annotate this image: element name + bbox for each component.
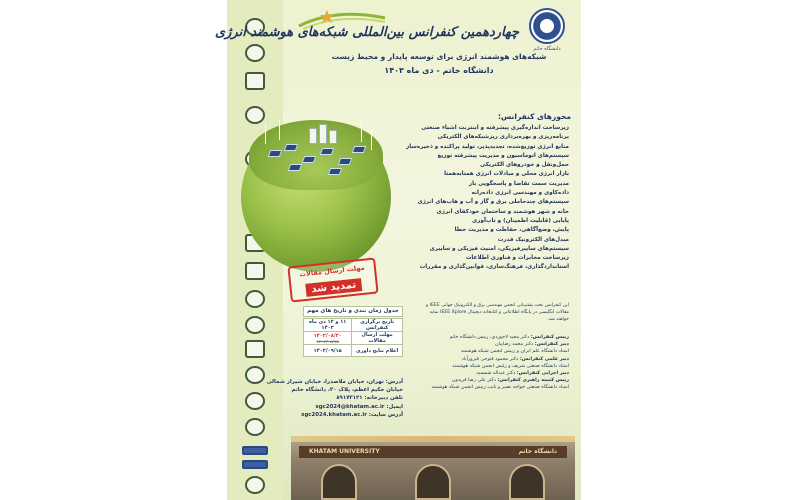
- date-value: ۱۱ و ۱۲ دی ماه ۱۴۰۳: [304, 319, 352, 332]
- table-row: [304, 319, 403, 332]
- list-item: سیستم‌های اتوماسیون و مدیریت پیشرفته توزیع: [437, 152, 569, 159]
- list-item: سیستم‌های چندحاملی برق و گاز و آب و هاب‌های انرژی: [417, 199, 569, 206]
- sponsor-logo-icon: [245, 290, 265, 308]
- ieee-logo-icon: [242, 460, 268, 469]
- date-label: مهلت ارسال مقالات: [352, 332, 403, 345]
- date-value-cell: [304, 332, 352, 345]
- ieee-indexing-note: این کنفرانس تحت پشتیبانی انجمن مهندسی برق و الکترونیک جهانی IEEE و مقالات انگلیسی در پایگاه اطلاعاتی و کتابخانه دیجیتال IEEE Xplore نمایه خواهند شد.: [426, 303, 569, 322]
- sponsor-logo-icon: [245, 106, 265, 124]
- list-item: سیستم‌های سایبرفیزیکی، امنیت فیزیکی و سایبری: [429, 245, 569, 252]
- list-item: رییس کمیته راهبری کنفرانس: دکتر علی رضا فریدون: [451, 378, 569, 384]
- list-item: پایایی (قابلیت اطمینان) و تاب‌آوری: [472, 217, 569, 224]
- contact-info: [266, 378, 403, 419]
- conference-poster: [214, 0, 581, 500]
- important-dates-table: [303, 318, 403, 357]
- list-item: مبدل‌های الکترونیک قدرت: [497, 236, 569, 243]
- list-item: استانداردگذاری، فرهنگ‌سازی، قوانین‌گذاری و مقررات: [419, 264, 569, 271]
- email-link[interactable]: ایمیل: sgc2024@khatam.ac.ir: [315, 403, 403, 410]
- conference-date: دانشگاه خاتم - دی ماه ۱۴۰۳: [384, 66, 494, 75]
- topics-list: [377, 124, 569, 273]
- list-item: دبیر اجرایی کنفرانس: دکتر عبداله شمسیه: [476, 371, 569, 377]
- old-date-value: ۱۴۰۳/۰۸/۱۵: [316, 338, 339, 344]
- sponsor-logo-icon: [245, 72, 265, 90]
- address-line: آدرس: تهران، خیابان ملاصدرا، خیابان شیراز شمالی: [266, 379, 403, 385]
- university-logo-icon: [529, 8, 565, 44]
- stamp-main-text: تمدید شد: [305, 278, 363, 297]
- list-item: رییس کنفرانس: دکتر مجید لاجوردی، رییس دانشگاه خاتم: [449, 335, 569, 340]
- stamp-label: مهلت ارسال مقالات: [299, 263, 365, 279]
- date-value: ۱۴۰۳/۰۸/۳۰: [313, 332, 342, 339]
- list-item: زیرساخت مخابرات و فناوری اطلاعات: [465, 255, 569, 262]
- building-sign-en: KHATAM UNIVERSITY: [309, 448, 380, 455]
- list-item: استاد دانشگاه صنعتی شریف و رئیس انجمن شبکه هوشمند: [452, 363, 569, 369]
- sponsor-logo-icon: [245, 476, 265, 494]
- list-item: استاد دانشگاه علم ایران و رییس انجمن شبکه هوشمند: [460, 349, 569, 355]
- list-item: دبیر علمی کنفرانس: دکتر محمود فتوحی فیروزآباد: [461, 356, 569, 362]
- sponsor-logo-icon: [245, 262, 265, 280]
- list-item: خانه و شهر هوشمند و ساختمان خودکفای انرژی: [436, 208, 569, 215]
- ieee-logo-icon: [242, 446, 268, 455]
- address-line: خیابان حکیم اعظم، پلاک ۳۰، دانشگاه خاتم: [291, 387, 403, 394]
- table-row: [304, 332, 403, 345]
- sponsor-logo-icon: [245, 418, 265, 436]
- date-label: تاریخ برگزاری کنفرانس: [352, 319, 403, 332]
- sponsor-logo-icon: [245, 340, 265, 358]
- list-item: منابع انرژی توزیع‌شده، تجدیدپذیر، تولید پراکنده و ذخیره‌ساز: [406, 143, 569, 150]
- date-label: اعلام نتایج داوری: [352, 345, 403, 357]
- sponsor-logo-icon: [245, 316, 265, 334]
- conference-title: چهاردهمین کنفرانس بین‌المللی شبکه‌های هوشمند انرژی: [214, 25, 519, 40]
- list-item: پایش، وضع‌آگاهی، حفاظت و مدیریت خطا: [454, 227, 569, 234]
- list-item: مدیریت سمت تقاضا و پاسخگویی بار: [468, 180, 569, 187]
- sponsor-logo-icon: [245, 392, 265, 410]
- list-item: حمل‌ونقل و خودروهای الکتریکی: [480, 162, 569, 169]
- website-link[interactable]: آدرس سایت: sgc2024.khatam.ac.ir: [301, 411, 403, 418]
- deadline-extended-stamp: [287, 257, 378, 302]
- university-name: دانشگاه خاتم: [533, 46, 561, 52]
- list-item: زیرساخت اندازه‌گیری پیشرفته و اینترنت اشیاء صنعتی: [421, 125, 569, 131]
- building-sign-fa: دانشگاه خاتم: [518, 448, 557, 455]
- university-building-photo: [291, 436, 575, 500]
- committee-list: [417, 334, 569, 392]
- table-row: [304, 345, 403, 357]
- phone-line: تلفن دبیرخانه: ۸۹۱۷۳۱۲۱: [336, 395, 403, 402]
- smart-city-illustration: [249, 120, 383, 190]
- sponsor-logo-icon: [245, 366, 265, 384]
- list-item: بازار انرژی محلی و مبادلات انرژی همتابه‌همتا: [444, 171, 569, 178]
- date-value: ۱۴۰۳/۰۹/۱۵: [304, 345, 352, 357]
- building-sign: [299, 446, 567, 458]
- list-item: برنامه‌ریزی و بهره‌برداری ریزشبکه‌های الکتریکی: [437, 134, 569, 141]
- list-item: دبیر کنفرانس: دکتر محمد رضاییان: [495, 342, 569, 348]
- list-item: داده‌کاوی و مهندسی انرژی داده‌رانه: [471, 190, 569, 197]
- topics-heading: محورهای کنفرانس:: [497, 112, 571, 121]
- list-item: استاد دانشگاه صنعتی خواجه نصیر و نایب رییس انجمن شبکه هوشمند: [431, 385, 569, 391]
- conference-subtitle: شبکه‌های هوشمند انرژی برای توسعه پایدار و محیط زیست: [331, 52, 547, 61]
- dates-table-title: جدول زمان بندی و تاریخ های مهم: [303, 306, 403, 317]
